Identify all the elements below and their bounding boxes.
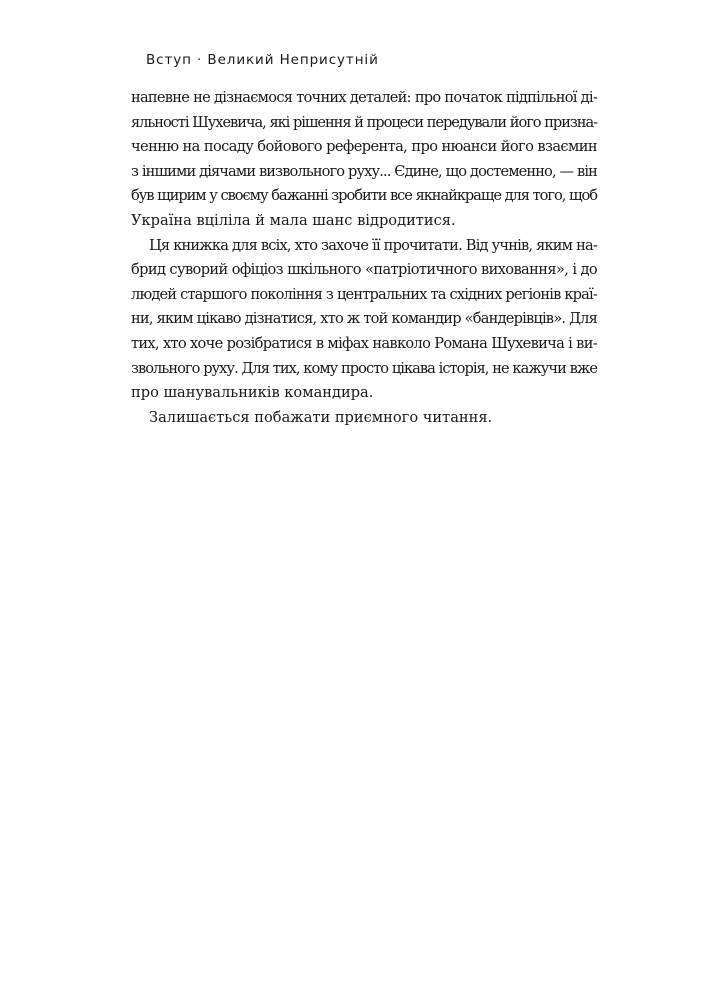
paragraph-1 bbox=[131, 86, 597, 234]
text-line: людей старшого покоління з центральних та східних регіонів краї- bbox=[131, 285, 597, 303]
text-line: яльності Шухевича, які рішення й процеси передували його призна- bbox=[131, 113, 597, 131]
text-line: напевне не дізнаємося точних деталей: про початок підпільної ді- bbox=[131, 89, 597, 106]
paragraph-2 bbox=[131, 234, 597, 406]
text-line: про шанувальників командира. bbox=[131, 384, 374, 402]
text-line: тих, хто хоче розібратися в міфах навколо Романа Шухевича і ви- bbox=[131, 334, 597, 352]
text-line: був щирим у своєму бажанні зробити все якнайкраще для того, щоб bbox=[131, 187, 597, 205]
text-line: Україна вціліла й мала шанс відродитися. bbox=[131, 211, 456, 229]
paragraph-3 bbox=[131, 406, 597, 431]
text-line: ни, яким цікаво дізнатися, хто ж той командир «бандерівців». Для bbox=[131, 310, 597, 328]
text-line: Ця книжка для всіх, хто захоче її прочитати. Від учнів, яким на- bbox=[149, 236, 597, 254]
running-head: Вступ · Великий Неприсутній bbox=[146, 52, 379, 68]
text-line: звольного руху. Для тих, кому просто цікава історія, не кажучи вже bbox=[131, 359, 597, 377]
text-line: Залишається побажати приємного читання. bbox=[149, 408, 493, 426]
text-line: брид суворий офіціоз шкільного «патріотичного виховання», і до bbox=[131, 261, 597, 279]
body-text bbox=[131, 86, 597, 430]
text-line: з іншими діячами визвольного руху... Єдине, що достеменно, — він bbox=[131, 162, 597, 180]
text-line: ченню на посаду бойового референта, про нюанси його взаємин bbox=[131, 138, 597, 156]
